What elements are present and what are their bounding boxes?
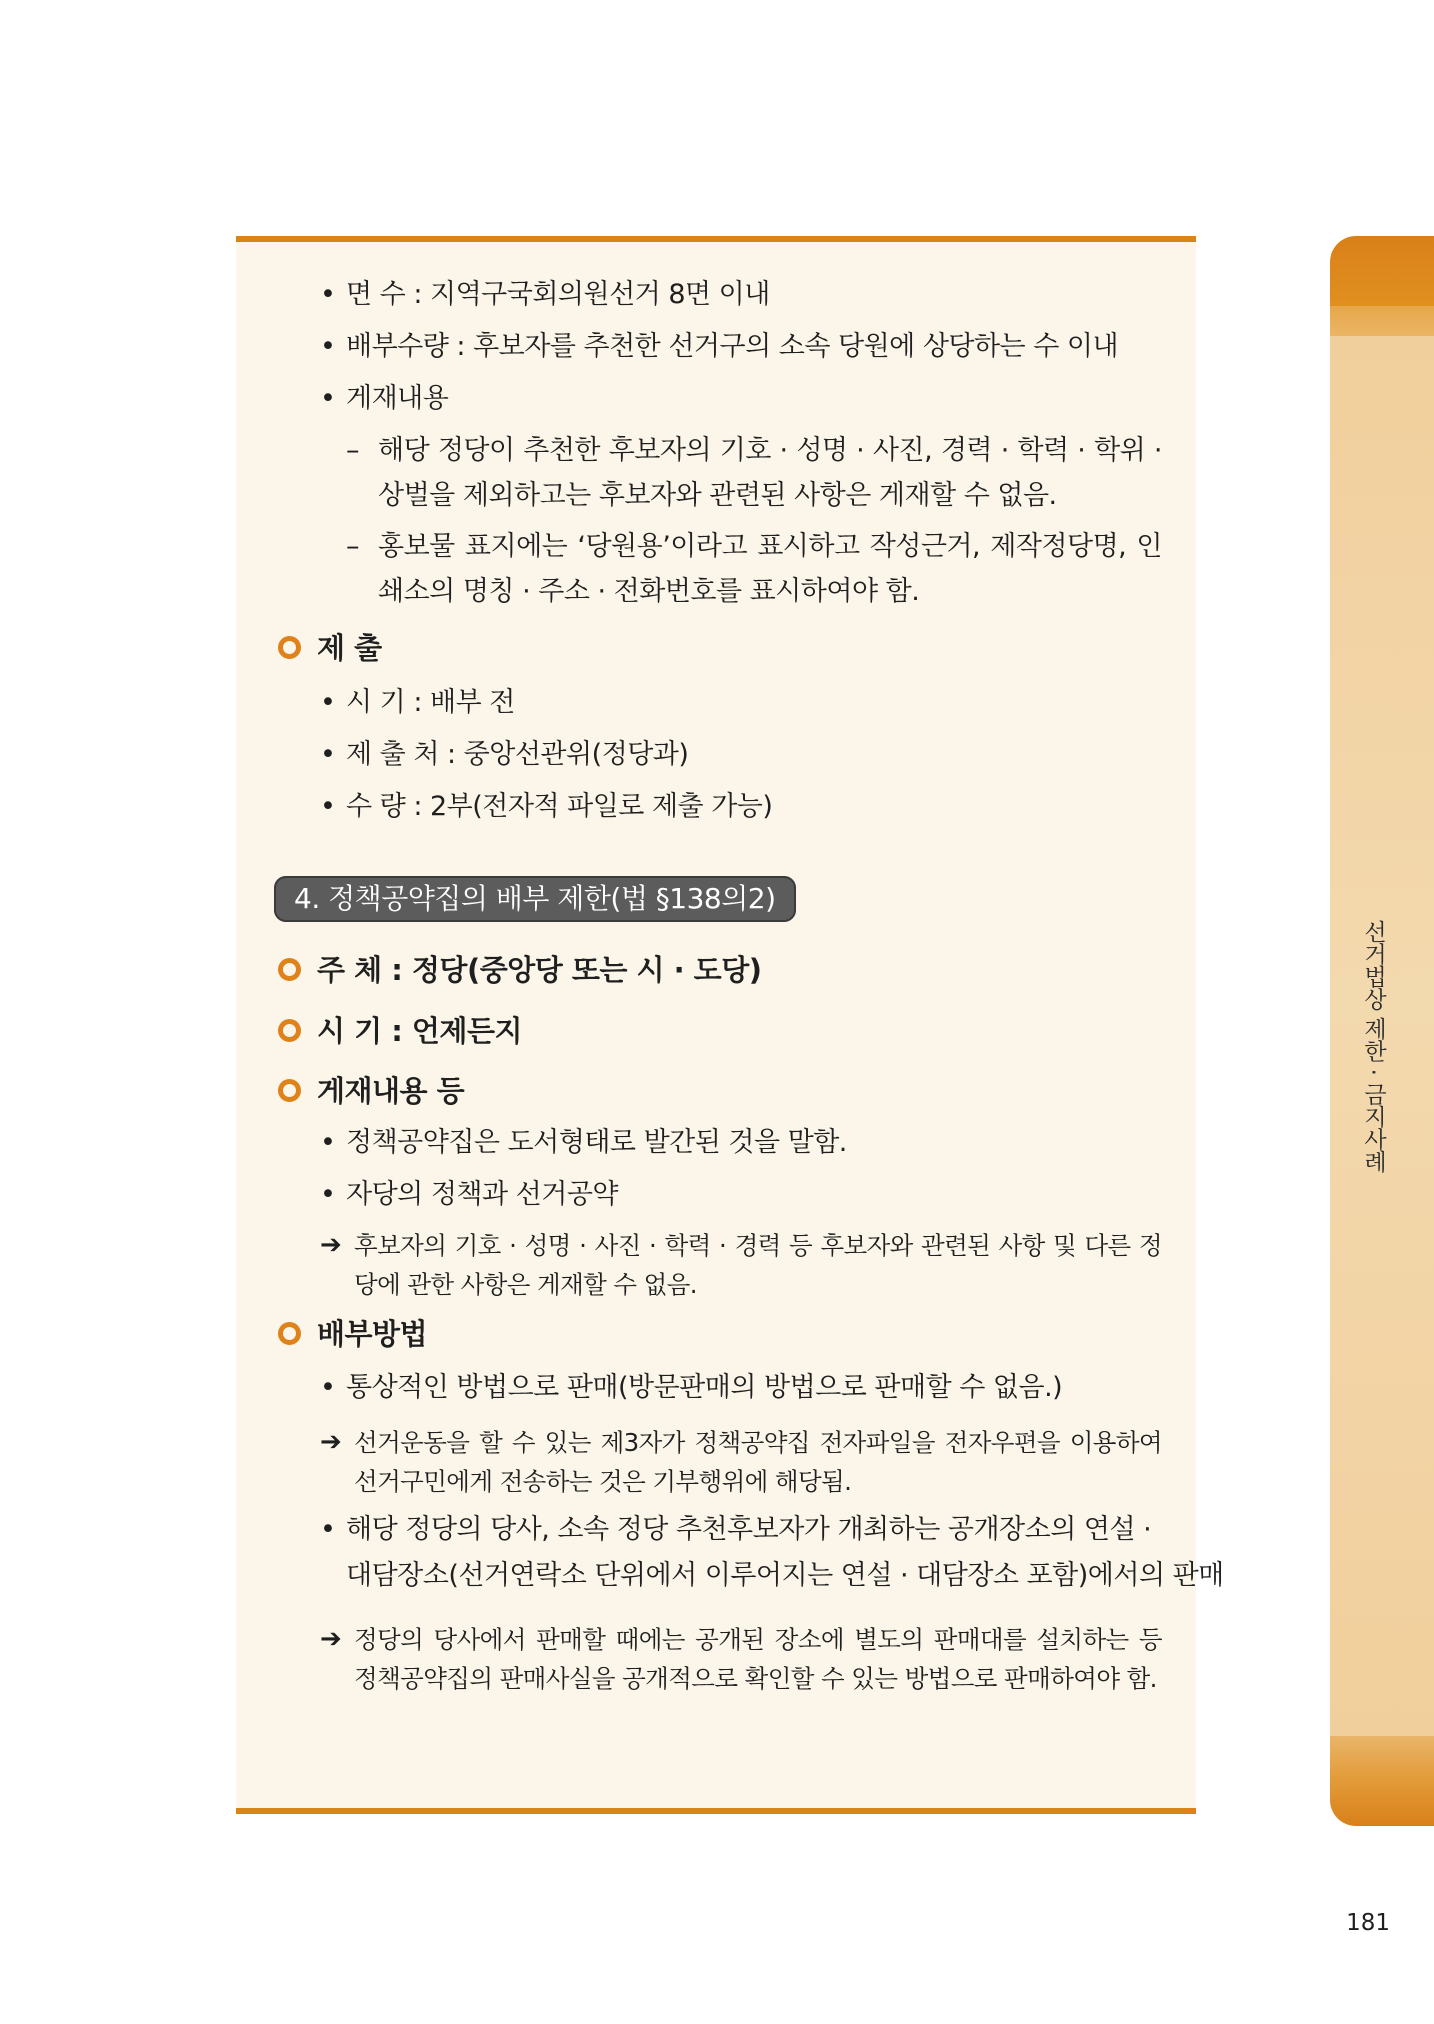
list-item: • 통상적인 방법으로 판매(방문판매의 방법으로 판매할 수 없음.) (320, 1372, 1063, 1403)
bullet-ring-icon (278, 1322, 301, 1345)
sub-list-item: – 해당 정당이 추천한 후보자의 기호 · 성명 · 사진, 경력 · 학력 · 학위 · 상벌을 제외하고는 후보자와 관련된 사항은 게재할 수 없음. (346, 435, 1162, 511)
list-item: • 시 기 : 배부 전 (320, 687, 515, 718)
list-item: • 해당 정당의 당사, 소속 정당 추천후보자가 개최하는 공개장소의 연설 · (320, 1514, 1152, 1545)
arrow-right-icon: ➔ (320, 1427, 342, 1457)
bullet-ring-icon (278, 1019, 301, 1042)
list-item: • 면 수 : 지역구국회의원선거 8면 이내 (320, 279, 770, 310)
list-item: • 자당의 정책과 선거공약 (320, 1179, 618, 1210)
arrow-right-icon: ➔ (320, 1230, 342, 1260)
arrow-note: ➔ 후보자의 기호 · 성명 · 사진 · 학력 · 경력 등 후보자와 관련된 사항 및 다른 정당에 관한 사항은 게재할 수 없음. (320, 1226, 1162, 1304)
page-number: 181 (1346, 1910, 1390, 1936)
bullet-ring-icon (278, 1079, 301, 1102)
content-panel (236, 236, 1224, 1814)
arrow-right-icon: ➔ (320, 1624, 342, 1654)
list-item: • 게재내용 (320, 383, 449, 414)
section-heading: 제 출 (278, 629, 382, 667)
section-heading: 시 기 : 언제든지 (278, 1012, 522, 1050)
list-item: • 정책공약집은 도서형태로 발간된 것을 말함. (320, 1127, 847, 1158)
arrow-note: ➔ 정당의 당사에서 판매할 때에는 공개된 장소에 별도의 판매대를 설치하는 등 정책공약집의 판매사실을 공개적으로 확인할 수 있는 방법으로 판매하여야 함. (320, 1620, 1162, 1698)
bullet-ring-icon (278, 636, 301, 659)
section-heading: 주 체 : 정당(중앙당 또는 시 · 도당) (278, 951, 761, 989)
sub-list-item: – 홍보물 표지에는 ‘당원용’이라고 표시하고 작성근거, 제작정당명, 인쇄소의 명칭 · 주소 · 전화번호를 표시하여야 함. (346, 531, 1162, 607)
bullet-ring-icon (278, 958, 301, 981)
chapter-side-tab-label: 선거법상 제한 · 금지사례 (1360, 920, 1386, 1173)
list-item-continuation: 대담장소(선거연락소 단위에서 이루어지는 연설 · 대담장소 포함)에서의 판매 (346, 1560, 1224, 1591)
list-item: • 배부수량 : 후보자를 추천한 선거구의 소속 당원에 상당하는 수 이내 (320, 331, 1119, 362)
list-item: • 수 량 : 2부(전자적 파일로 제출 가능) (320, 791, 773, 822)
section-heading: 게재내용 등 (278, 1072, 464, 1110)
arrow-note: ➔ 선거운동을 할 수 있는 제3자가 정책공약집 전자파일을 전자우편을 이용하여 선거구민에게 전송하는 것은 기부행위에 해당됨. (320, 1423, 1162, 1501)
list-item: • 제 출 처 : 중앙선관위(정당과) (320, 739, 689, 770)
section-heading: 배부방법 (278, 1315, 427, 1353)
section-title-pill: 4. 정책공약집의 배부 제한(법 §138의2) (274, 876, 796, 922)
